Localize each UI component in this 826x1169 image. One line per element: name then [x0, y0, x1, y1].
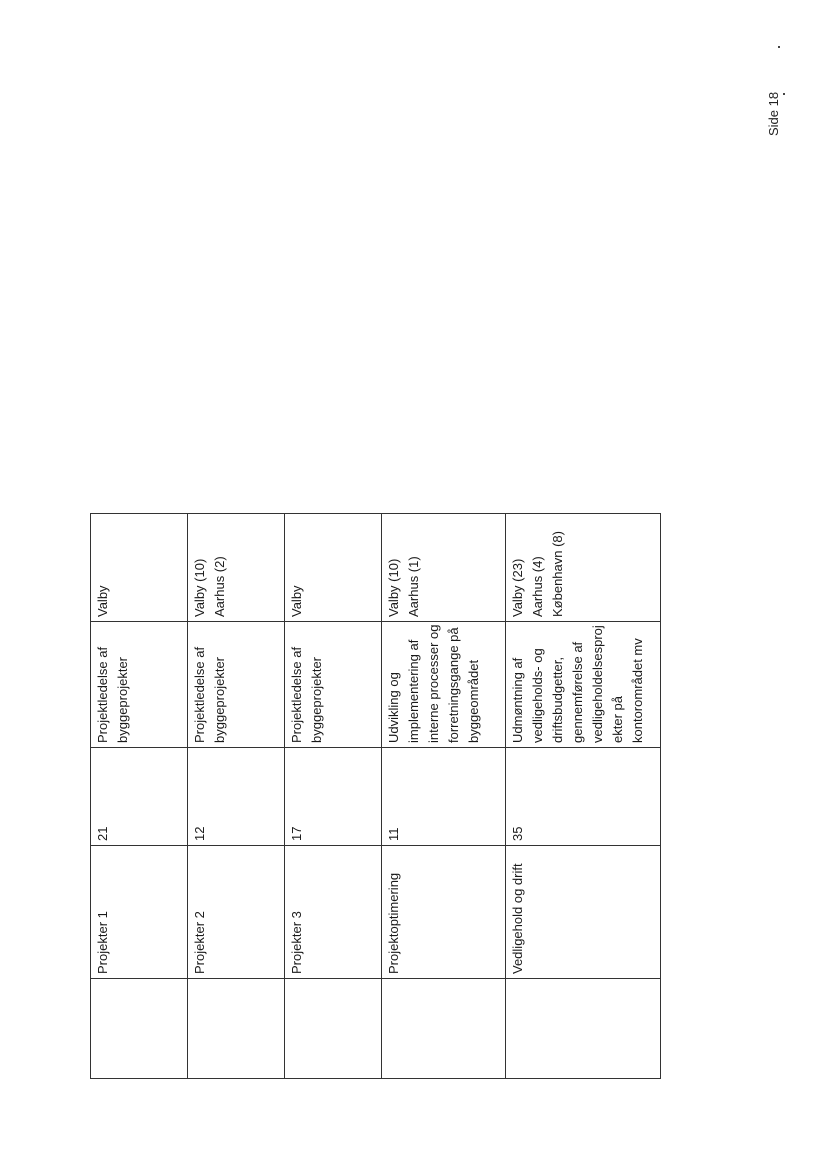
- team-name-cell: Vedligehold og drift: [506, 846, 661, 979]
- empty-cell: [285, 979, 382, 1079]
- empty-cell: [91, 979, 188, 1079]
- projects-table: [90, 513, 661, 1079]
- table-row: [91, 514, 188, 1079]
- location-cell: Valby (10) Aarhus (1): [382, 514, 506, 622]
- count-cell: 35: [506, 748, 661, 846]
- count-cell: 11: [382, 748, 506, 846]
- location-cell: Valby: [285, 514, 382, 622]
- table-row: [188, 514, 285, 1079]
- count-cell: 17: [285, 748, 382, 846]
- page-number: Side 18: [766, 91, 781, 136]
- location-cell: Valby (23) Aarhus (4) København (8): [506, 514, 661, 622]
- team-name-cell: Projekter 1: [91, 846, 188, 979]
- location-cell: Valby: [91, 514, 188, 622]
- description-cell: Projektledelse af byggeprojekter: [188, 622, 285, 748]
- description-cell: Udmøntning af vedligeholds- og driftsbudgetter, gennemførelse af vedligeholdelsesproj ekter på kontorområdet mv: [506, 622, 661, 748]
- empty-cell: [382, 979, 506, 1079]
- location-cell: Valby (10) Aarhus (2): [188, 514, 285, 622]
- scan-mark: [778, 46, 780, 48]
- empty-cell: [188, 979, 285, 1079]
- description-cell: Udvikling og implementering af interne processer og forretningsgange på byggeområdet: [382, 622, 506, 748]
- table-row: [506, 514, 661, 1079]
- table-row: [382, 514, 506, 1079]
- team-name-cell: Projekter 2: [188, 846, 285, 979]
- table-row: [285, 514, 382, 1079]
- count-cell: 12: [188, 748, 285, 846]
- scan-mark: [783, 93, 785, 95]
- description-cell: Projektledelse af byggeprojekter: [285, 622, 382, 748]
- team-name-cell: Projekter 3: [285, 846, 382, 979]
- count-cell: 21: [91, 748, 188, 846]
- empty-cell: [506, 979, 661, 1079]
- description-cell: Projektledelse af byggeprojekter: [91, 622, 188, 748]
- team-name-cell: Projektoptimering: [382, 846, 506, 979]
